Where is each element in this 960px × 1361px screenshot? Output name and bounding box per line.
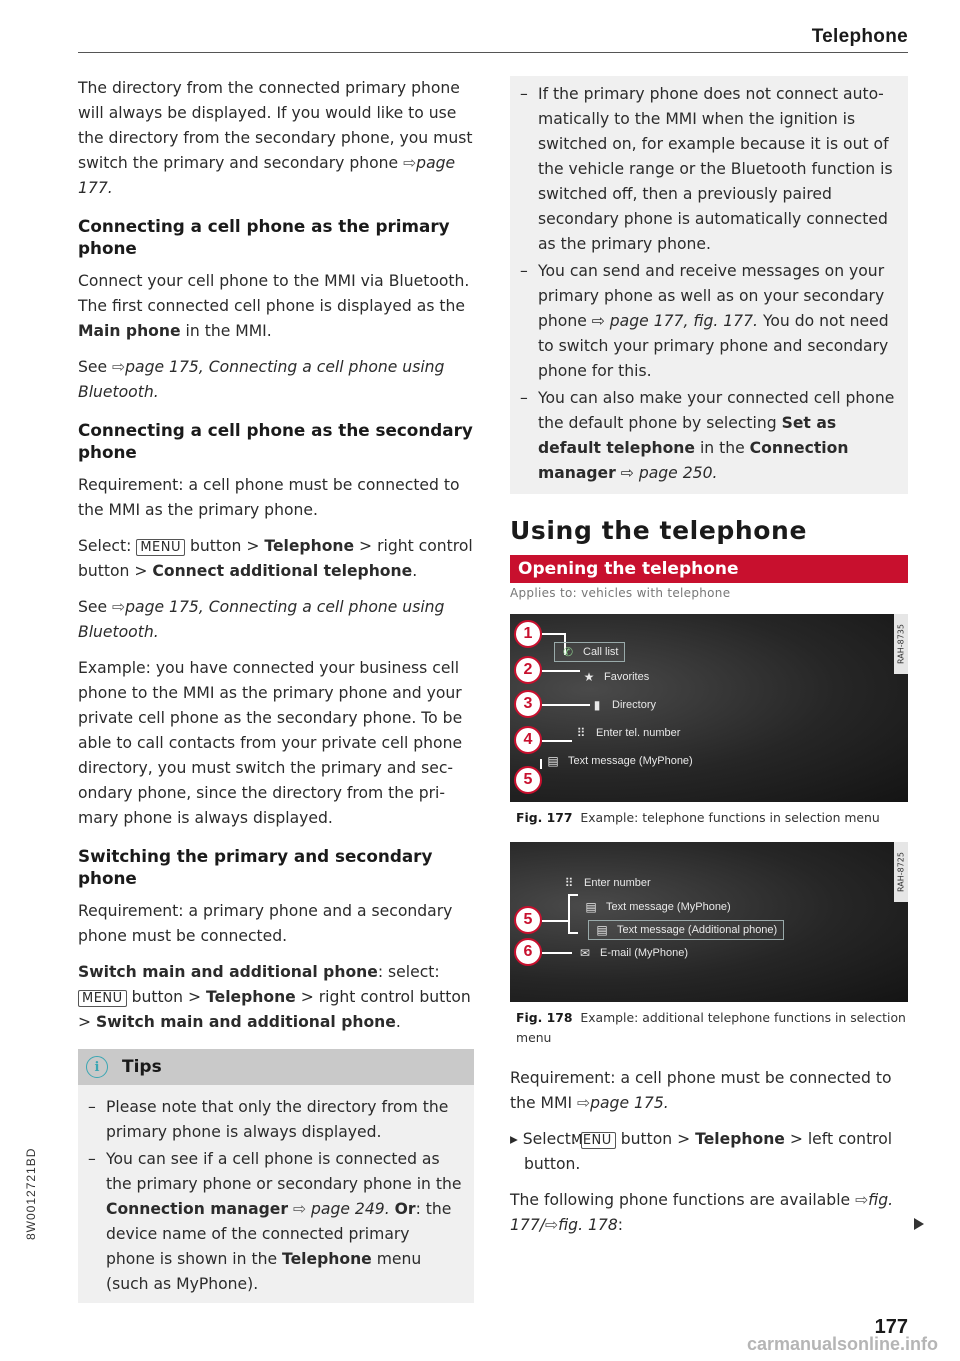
menu-item-text-message-myphone[interactable]: ▤ Text message (MyPhone) [585, 900, 731, 914]
leader-line [542, 952, 572, 954]
page-link[interactable]: page 249. [311, 1200, 395, 1218]
callout-3: 3 [514, 690, 542, 718]
watermark: carmanualsonline.info [746, 1334, 938, 1354]
figure-178-screen [510, 842, 908, 1002]
menu-key: MENU [136, 539, 185, 556]
note-item: – If the primary phone does not connect automatically to the MMI when the ignition is switched on, for example because it is out of the vehicle range or the Bluetooth function is switched off, then a previously paired secondary phone is automatically connected as the primary phone. [538, 82, 896, 257]
requirement-secondary: Requirement: a cell phone must be connected to the MMI as the primary phone. [78, 476, 460, 519]
page-header-title: Telephone [811, 26, 908, 47]
page-link[interactable]: ⇨ page 177, fig. 177. [591, 312, 758, 330]
figure-178-caption: Fig. 178 Example: additional telephone functions in selection menu [516, 1010, 906, 1045]
page-link[interactable]: page 175, Connecting a cell phone using Bluetooth. [78, 598, 445, 641]
continue-arrow-icon [914, 1218, 924, 1230]
leader-line [568, 894, 578, 896]
notes-list [538, 78, 896, 486]
figure-tag: RAH-8725 [894, 842, 908, 902]
menu-item-enter-number[interactable]: ⠿ Enter number [562, 876, 651, 890]
callout-5: 5 [514, 766, 542, 794]
notes-box [510, 76, 908, 494]
page-link[interactable]: ⇨ page 250. [620, 464, 718, 482]
arrow-icon: ⇨ [545, 1216, 559, 1234]
callout-5: 5 [514, 906, 542, 934]
star-icon: ★ [583, 670, 595, 684]
keypad-icon: ⠿ [564, 876, 574, 890]
message-icon: ▤ [596, 923, 608, 937]
arrow-icon: ⇨ [577, 1094, 591, 1112]
applies-to: Applies to: vehicles with telephone [510, 586, 731, 600]
callout-4: 4 [514, 726, 542, 754]
section-bar: Opening the telephone [510, 555, 908, 583]
menu-key: MENU [78, 990, 127, 1007]
figure-link[interactable]: fig. 178 [558, 1216, 618, 1234]
heading-connect-primary: Connecting a cell phone as the primary phone [78, 216, 450, 258]
callout-1: 1 [514, 620, 542, 648]
page-number: 177 [874, 1316, 908, 1338]
menu-item-directory[interactable]: ▮ Directory [590, 698, 656, 712]
callout-6: 6 [514, 938, 542, 966]
requirement-switch: Requirement: a primary phone and a secondary phone must be connected. [78, 902, 453, 945]
info-icon: i [86, 1056, 108, 1078]
select-open-instruction: ▸ Select: MENU button > Telephone > left control button. [510, 1130, 893, 1173]
requirement-open: Requirement: a cell phone must be connected to the MMI ⇨page 175. [510, 1069, 892, 1112]
figure-link[interactable]: fig. 177/ [510, 1191, 894, 1234]
main-heading: Using the telephone [510, 516, 808, 545]
leader-line [568, 932, 578, 934]
switch-instruction: Switch main and additional phone: select: MENU button > Telephone > right control button > Switch main and additional phone. [78, 963, 471, 1031]
tips-item: – Please note that only the directory from the primary phone is always displayed. [106, 1095, 462, 1145]
leader-line [542, 704, 590, 706]
menu-item-call-list[interactable]: ✆ Call list [554, 642, 625, 662]
tips-label: Tips [122, 1057, 162, 1077]
figure-177-caption: Fig. 177 Example: telephone functions in selection menu [516, 810, 880, 825]
page-link[interactable]: page 175. [590, 1094, 669, 1112]
note-item: – You can send and receive messages on your primary phone as well as on your secondary phone ⇨ page 177, fig. 177. You do not need to switch your primary phone and secondary phone for this. [538, 259, 896, 384]
connect-primary-paragraph: Connect your cell phone to the MMI via Bluetooth. The first connected cell phone is displayed as the Main phone in the MMI. [78, 272, 470, 340]
header-rule [78, 52, 908, 53]
arrow-icon: ⇨ [112, 598, 126, 616]
menu-item-text-message[interactable]: ▤ Text message (MyPhone) [547, 754, 693, 768]
select-secondary-instruction: Select: MENU button > Telephone > right control button > Connect additional telephone. [78, 537, 473, 580]
menu-item-text-message-additional[interactable]: ▤ Text message (Additional phone) [588, 920, 784, 940]
tips-header [78, 1049, 474, 1085]
keypad-icon: ⠿ [576, 726, 586, 740]
message-icon: ▤ [585, 900, 597, 914]
tips-box [78, 1049, 474, 1303]
heading-connect-secondary: Connecting a cell phone as the secondary phone [78, 420, 473, 462]
callout-2: 2 [514, 656, 542, 684]
page-link[interactable]: page 177. [78, 154, 456, 197]
tips-item: – You can see if a cell phone is connected as the primary phone or secondary phone in the Connection manager ⇨ page 249. Or: the device name of the connected primary phone is shown in the Telephone menu (such as MyPhone). [106, 1147, 462, 1297]
note-item: – You can also make your connected cell phone the default phone by selecting Set as default telephone in the Connection manager ⇨ page 250. [538, 386, 896, 486]
left-column [78, 76, 474, 1303]
arrow-icon: ⇨ [112, 358, 126, 376]
mail-icon: ✉ [579, 946, 591, 960]
see-secondary-paragraph: See ⇨page 175, Connecting a cell phone using Bluetooth. [78, 598, 445, 641]
leader-line [568, 894, 570, 934]
figure-177-screen [510, 614, 908, 802]
heading-switch-phones: Switching the primary and secondary phone [78, 846, 433, 888]
leader-line [540, 759, 542, 769]
following-functions: The following phone functions are available ⇨fig. 177/⇨fig. 178: [510, 1191, 894, 1234]
tips-list [78, 1085, 474, 1303]
menu-item-email[interactable]: ✉ E-mail (MyPhone) [579, 946, 689, 960]
see-primary-paragraph: See ⇨page 175, Connecting a cell phone using Bluetooth. [78, 358, 445, 401]
arrow-icon: ⇨ [403, 154, 417, 172]
phone-icon: ✆ [562, 645, 574, 659]
book-icon: ▮ [593, 698, 601, 712]
menu-item-favorites[interactable]: ★ Favorites [583, 670, 650, 684]
message-icon: ▤ [547, 754, 559, 768]
intro-paragraph: The directory from the connected primary phone will always be displayed. If you would like to use the directory from the secondary phone, you must switch the primary and secondary phone ⇨page 177. [78, 79, 473, 197]
page-link[interactable]: page 175, Connecting a cell phone using Bluetooth. [78, 358, 445, 401]
example-paragraph: Example: you have connected your business cell phone to the MMI as the primary phone and your private cell phone as the secondary phone. To be able to call contacts from your private cell phone directory, you must switch the primary and secondary phone, since the directory from the primary phone is always displayed. [78, 659, 463, 827]
right-column [510, 76, 908, 1249]
document-code: 8W0012721BD [24, 1147, 38, 1240]
leader-line [542, 670, 580, 672]
leader-line [542, 633, 566, 635]
figure-tag: RAH-8735 [894, 614, 908, 674]
leader-line [542, 740, 572, 742]
menu-key: MENU [581, 1132, 616, 1149]
leader-line [542, 920, 570, 922]
arrow-icon: ⇨ [855, 1191, 869, 1209]
menu-item-enter-number[interactable]: ⠿ Enter tel. number [574, 726, 680, 740]
